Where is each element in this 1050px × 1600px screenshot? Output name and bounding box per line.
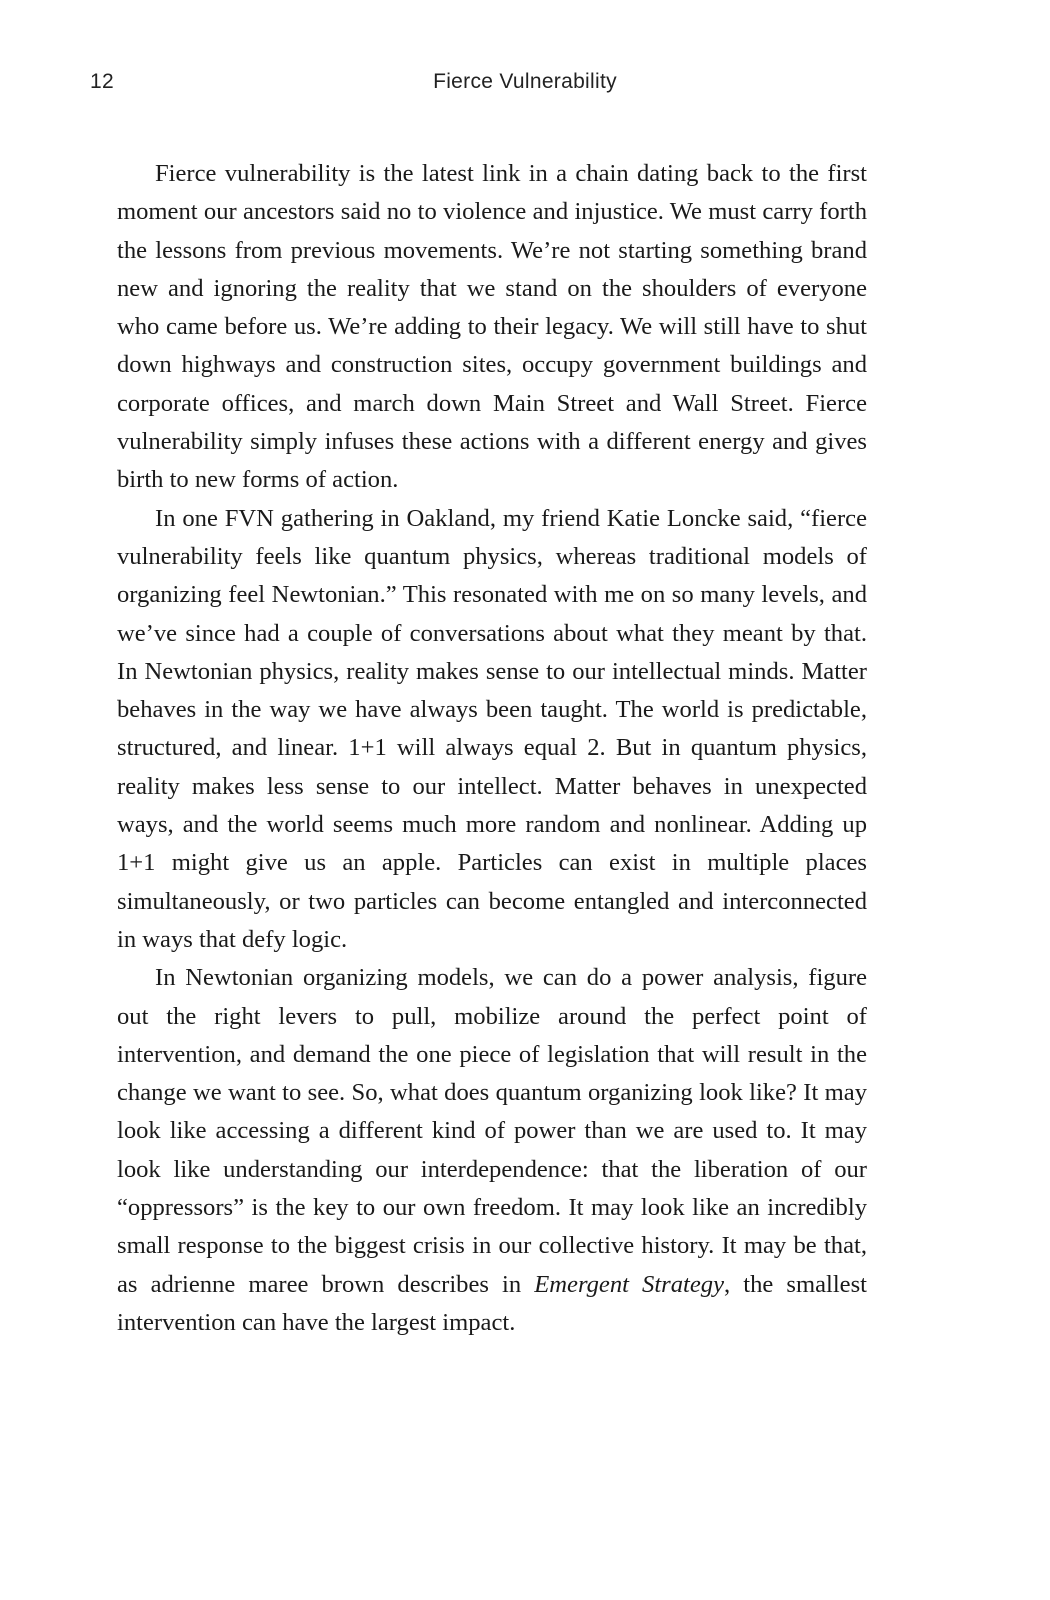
paragraph-2: In one FVN gathering in Oakland, my friend Katie Loncke said, “fierce vulnerability feels like quantum physics, whereas traditional models of organizing feel Newtonian.” This resonated with me on so many levels, and we’ve since had a couple of conversations about what they meant by that. In Newtonian physics, reality makes sense to our intellectual minds. Matter behaves in the way we have always been taught. The world is predictable, structured, and linear. 1+1 will always equal 2. But in quantum physics, reality makes less sense to our intellect. Matter behaves in unexpected ways, and the world seems much more random and nonlinear. Adding up 1+1 might give us an apple. Particles can exist in multiple places simultaneously, or two particles can become entangled and interconnected in ways that defy logic.	[117, 504, 867, 953]
body-text	[117, 155, 867, 1342]
running-title: Fierce Vulnerability	[433, 70, 617, 93]
running-head	[90, 70, 900, 100]
paragraph-3-text-before: In Newtonian organizing models, we can do a power analysis, figure out the right levers to pull, mobilize around the perfect point of intervention, and demand the one piece of legislation that will result in the change we want to see. So, what does quantum organizing look like? It may look like accessing a different kind of power than we are used to. It may look like understanding our interdependence: that the liberation of our “oppressors” is the key to our own freedom. It may look like an incredibly small response to the biggest crisis in our collective history. It may be that, as adrienne maree brown describes in	[117, 964, 867, 1298]
paragraph-3-text-after: , the smallest intervention can have the largest impact.	[117, 1270, 867, 1336]
paragraph-3	[117, 959, 867, 1342]
page-number: 12	[90, 70, 114, 93]
paragraph-1: Fierce vulnerability is the latest link in a chain dating back to the first moment our ancestors said no to violence and injustice. We must carry forth the lessons from previous movements. We’re not starting something brand new and ignoring the reality that we stand on the shoulders of everyone who came before us. We’re adding to their legacy. We will still have to shut down highways and construction sites, occupy government buildings and corporate offices, and march down Main Street and Wall Street. Fierce vulnerability simply infuses these actions with a different energy and gives birth to new forms of action.	[117, 160, 867, 494]
book-title-emergent-strategy: Emergent Strategy	[534, 1270, 725, 1298]
